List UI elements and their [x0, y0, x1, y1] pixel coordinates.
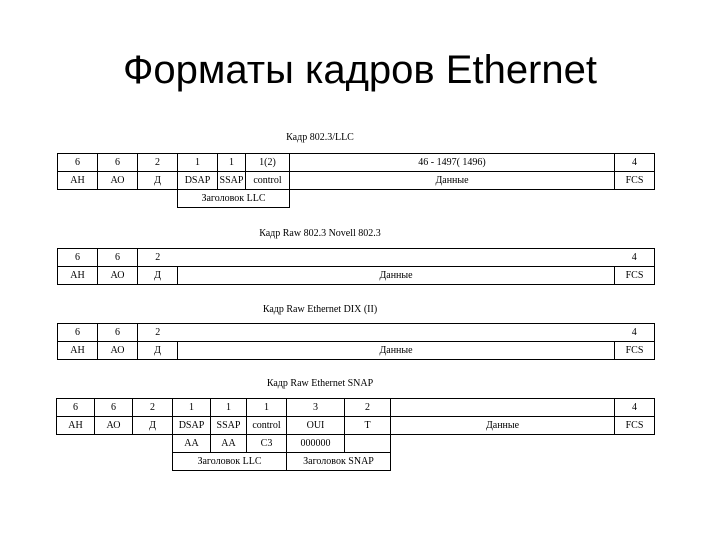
field-cell-fcs: FCS: [615, 267, 655, 285]
size-cell: 4: [615, 154, 655, 172]
size-cell: 6: [95, 399, 133, 417]
size-cell: 46 - 1497( 1496): [290, 154, 615, 172]
frame-table-raw-802-3-novell: [57, 248, 655, 285]
frame-table-ethernet-snap: [56, 398, 655, 471]
size-cell: 1: [211, 399, 247, 417]
size-cell: 2: [138, 324, 178, 342]
size-cell: 1: [247, 399, 287, 417]
value-cell-ssap: АА: [211, 435, 247, 453]
field-cell-dest-address: АН: [58, 267, 98, 285]
value-cell-dsap: АА: [173, 435, 211, 453]
size-cell: 1: [173, 399, 211, 417]
field-cell-src-address: АО: [98, 172, 138, 190]
field-cell-type: Д: [138, 342, 178, 360]
frame-table-ethernet-dix: [57, 323, 655, 360]
size-cell: 1: [178, 154, 218, 172]
field-cell-control: control: [246, 172, 290, 190]
size-cell: 2: [133, 399, 173, 417]
size-cell: 6: [98, 249, 138, 267]
size-cell: [391, 399, 615, 417]
value-cell-oui: 000000: [287, 435, 345, 453]
field-cell-fcs: FCS: [615, 342, 655, 360]
size-cell: 1: [218, 154, 246, 172]
size-cell: 1(2): [246, 154, 290, 172]
field-cell-ssap: SSAP: [218, 172, 246, 190]
field-cell-data: Данные: [391, 417, 615, 435]
value-cell-type: [345, 435, 391, 453]
field-cell-dsap: DSAP: [178, 172, 218, 190]
field-cell-dest-address: АН: [58, 342, 98, 360]
field-cell-length: Д: [133, 417, 173, 435]
size-cell: 3: [287, 399, 345, 417]
field-cell-data: Данные: [178, 267, 615, 285]
size-cell: 2: [138, 249, 178, 267]
field-cell-oui: OUI: [287, 417, 345, 435]
slide-title: Форматы кадров Ethernet: [123, 48, 597, 92]
snap-header-label: Заголовок SNAP: [287, 453, 391, 471]
frame-caption-raw-802-3-novell: Кадр Raw 802.3 Novell 802.3: [259, 228, 381, 239]
field-cell-control: control: [247, 417, 287, 435]
frame-table-802-3-llc: [57, 153, 655, 208]
field-cell-dest-address: АН: [57, 417, 95, 435]
size-cell: 6: [98, 324, 138, 342]
size-cell: 4: [615, 249, 655, 267]
field-cell-type: T: [345, 417, 391, 435]
field-cell-data: Данные: [290, 172, 615, 190]
size-cell: 6: [58, 324, 98, 342]
frame-caption-ethernet-dix: Кадр Raw Ethernet DIX (II): [262, 304, 378, 315]
llc-header-label: Заголовок LLC: [178, 190, 290, 208]
field-cell-ssap: SSAP: [211, 417, 247, 435]
size-cell: 2: [345, 399, 391, 417]
field-cell-fcs: FCS: [615, 417, 655, 435]
field-cell-length: Д: [138, 172, 178, 190]
size-cell: 4: [615, 399, 655, 417]
field-cell-length: Д: [138, 267, 178, 285]
frame-caption-802-3-llc: Кадр 802.3/LLC: [286, 132, 354, 143]
size-cell: 6: [58, 249, 98, 267]
size-cell: [178, 249, 615, 267]
field-cell-src-address: АО: [95, 417, 133, 435]
llc-header-label: Заголовок LLC: [173, 453, 287, 471]
field-cell-src-address: АО: [98, 342, 138, 360]
size-cell: 6: [98, 154, 138, 172]
frame-caption-ethernet-snap: Кадр Raw Ethernet SNAP: [266, 378, 374, 389]
size-cell: [178, 324, 615, 342]
field-cell-dest-address: АН: [58, 172, 98, 190]
size-cell: 2: [138, 154, 178, 172]
value-cell-control: C3: [247, 435, 287, 453]
size-cell: 4: [615, 324, 655, 342]
field-cell-data: Данные: [178, 342, 615, 360]
field-cell-src-address: АО: [98, 267, 138, 285]
size-cell: 6: [57, 399, 95, 417]
field-cell-dsap: DSAP: [173, 417, 211, 435]
size-cell: 6: [58, 154, 98, 172]
field-cell-fcs: FCS: [615, 172, 655, 190]
